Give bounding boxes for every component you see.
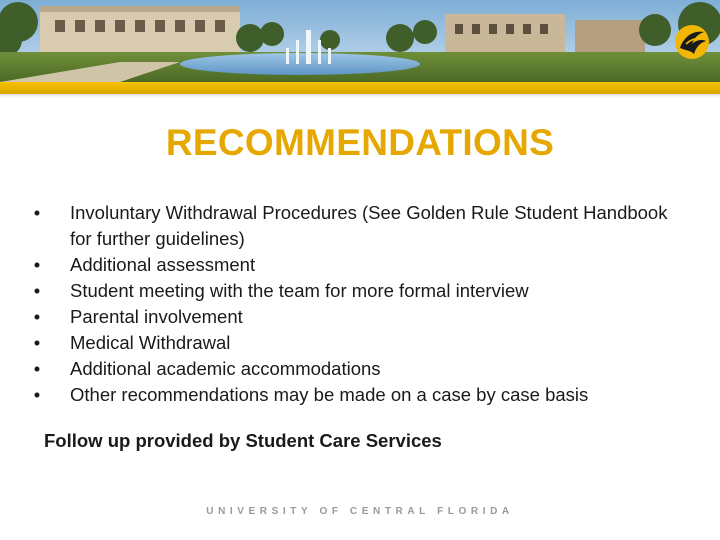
bullet-icon: • [33,280,41,301]
list-item [30,252,670,278]
bullet-icon: • [33,254,41,275]
university-footer: UNIVERSITY OF CENTRAL FLORIDA [206,506,514,517]
list-item [30,330,670,356]
list-item-text: Other recommendations may be made on a case by case basis [70,384,589,405]
pegasus-logo-icon [672,22,712,62]
list-item-text: Medical Withdrawal [70,332,231,353]
campus-banner-photo [0,0,720,82]
list-item [30,200,670,252]
list-item [30,278,670,304]
list-item [30,304,670,330]
bullet-icon: • [33,306,41,327]
bullet-icon: • [33,384,41,405]
campus-scene [0,0,720,82]
list-item [30,356,670,382]
slide-title: RECOMMENDATIONS [165,122,555,163]
gold-accent-bar [0,82,720,94]
list-item-text: Parental involvement [70,306,243,327]
list-item-text: Involuntary Withdrawal Procedures (See Golden Rule Student Handbook for further guidelines) [70,202,668,249]
list-item-text: Additional assessment [70,254,256,275]
recommendations-list [30,200,670,408]
bullet-icon: • [33,332,41,353]
list-item-text: Additional academic accommodations [70,358,381,379]
followup-note: Follow up provided by Student Care Services [44,430,442,451]
bullet-icon: • [33,358,41,379]
list-item [30,382,670,408]
bullet-icon: • [33,202,41,223]
list-item-text: Student meeting with the team for more formal interview [70,280,529,301]
